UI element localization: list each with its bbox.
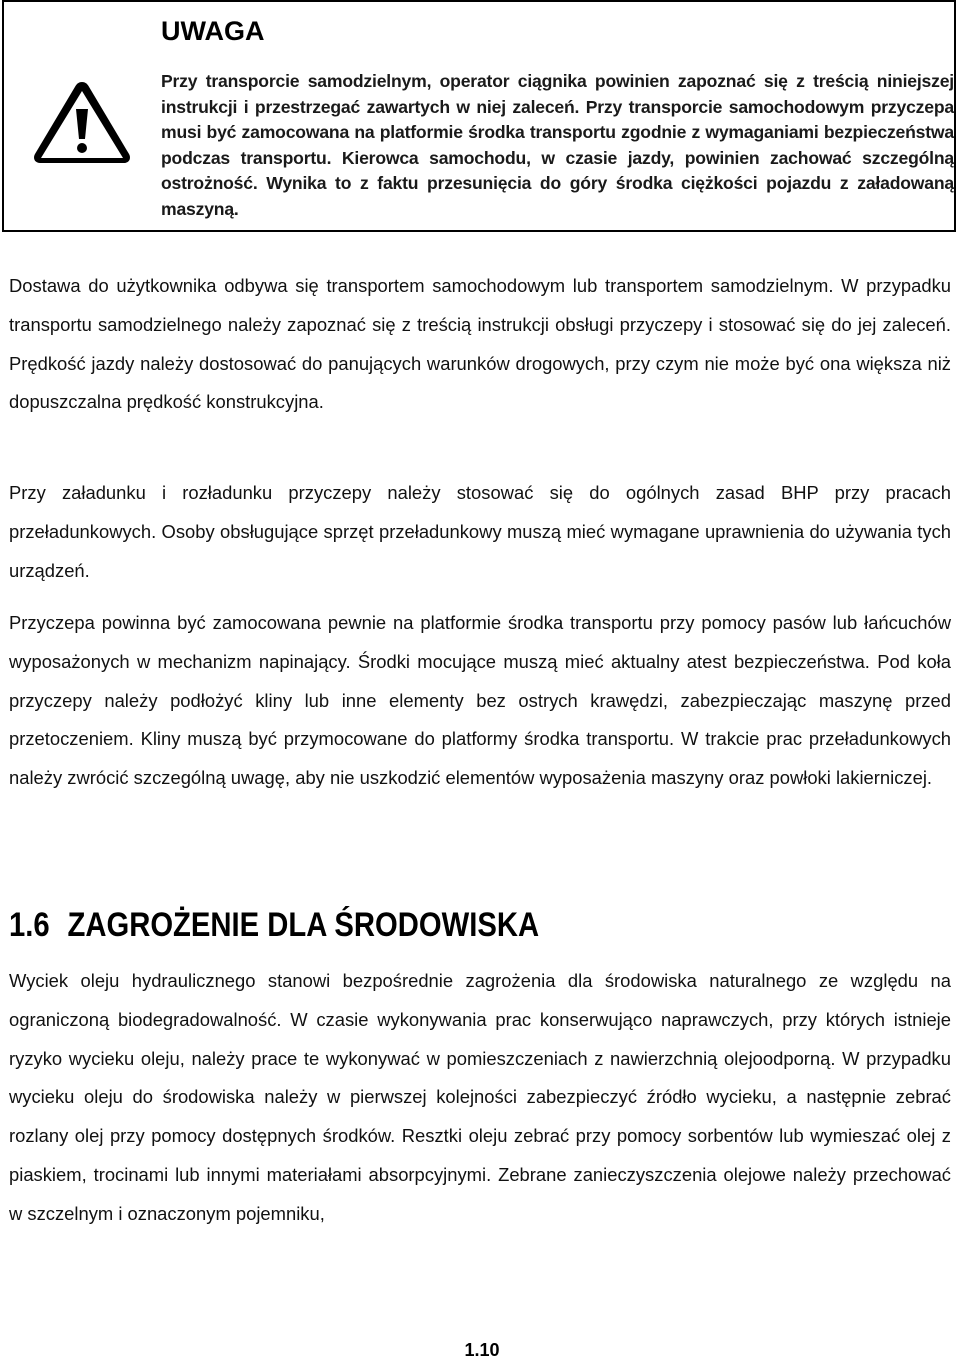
section-heading: [9, 906, 539, 945]
warning-triangle-icon: [30, 76, 134, 166]
section-number: 1.6: [9, 906, 50, 944]
page-number: 1.10: [464, 1340, 500, 1360]
paragraph-environment: Wyciek oleju hydraulicznego stanowi bezpośrednie zagrożenia dla środowiska naturalnego ze względu na ograniczoną biodegradowalność. W czasie wykonywania prac konserwująco naprawczych, przy których istnieje ryzyko wycieku oleju, należy prace te wykonywać w pomieszczeniach z nawierzchnią olejoodporną. W przypadku wycieku oleju do środowiska należy w pierwszej kolejności zabezpieczyć źródło wycieku, a następnie zebrać rozlany olej przy pomocy dostępnych środków. Resztki oleju zebrać przy pomocy sorbentów lub wymieszać olej z piaskiem, trocinami lub innymi materiałami absorpcyjnymi. Zebrane zanieczyszczenia olejowe należy przechować w szczelnym i oznaczonym pojemniku,: [9, 970, 951, 1224]
paragraph-securing: Przyczepa powinna być zamocowana pewnie na platformie środka transportu przy pomocy pasów lub łańcuchów wyposażonych w mechanizm napinający. Środki mocujące muszą mieć aktualny atest bezpieczeństwa. Pod koła przyczepy należy podłożyć kliny lub inne elementy bez ostrych krawędzi, zabezpieczając maszynę przed przetoczeniem. Kliny muszą być przymocowane do platformy środka transportu. W trakcie prac przeładunkowych należy zwrócić szczególną uwagę, aby nie uszkodzić elementów wyposażenia maszyny oraz powłoki lakierniczej.: [9, 612, 951, 789]
paragraph-delivery: Dostawa do użytkownika odbywa się transportem samochodowym lub transportem samodzielnym. W przypadku transportu samodzielnego należy zapoznać się z treścią instrukcji obsługi przyczepy i stosować się do jej zaleceń. Prędkość jazdy należy dostosować do panujących warunków drogowych, przy czym nie może być ona większa niż dopuszczalna prędkość konstrukcyjna.: [9, 275, 951, 413]
paragraph-loading: Przy załadunku i rozładunku przyczepy należy stosować się do ogólnych zasad BHP przy pracach przeładunkowych. Osoby obsługujące sprzęt przeładunkowy muszą mieć wymagane uprawnienia do używania tych urządzeń.: [9, 482, 951, 581]
warning-text: Przy transporcie samodzielnym, operator ciągnika powinien zapoznać się z treścią niniejszej instrukcji i przestrzegać zawartych w niej zaleceń. Przy transporcie samochodowym przyczepa musi być zamocowana na platformie środka transportu zgodnie z wymaganiami bezpieczeństwa podczas transportu. Kierowca samochodu, w czasie jazdy, powinien zachować szczególną ostrożność. Wynika to z faktu przesunięcia do góry środka ciężkości pojazdu z załadowaną maszyną.: [161, 71, 954, 219]
warning-title: UWAGA: [161, 16, 265, 46]
warning-box: [2, 0, 956, 232]
section-title: ZAGROŻENIE DLA ŚRODOWISKA: [67, 906, 540, 944]
